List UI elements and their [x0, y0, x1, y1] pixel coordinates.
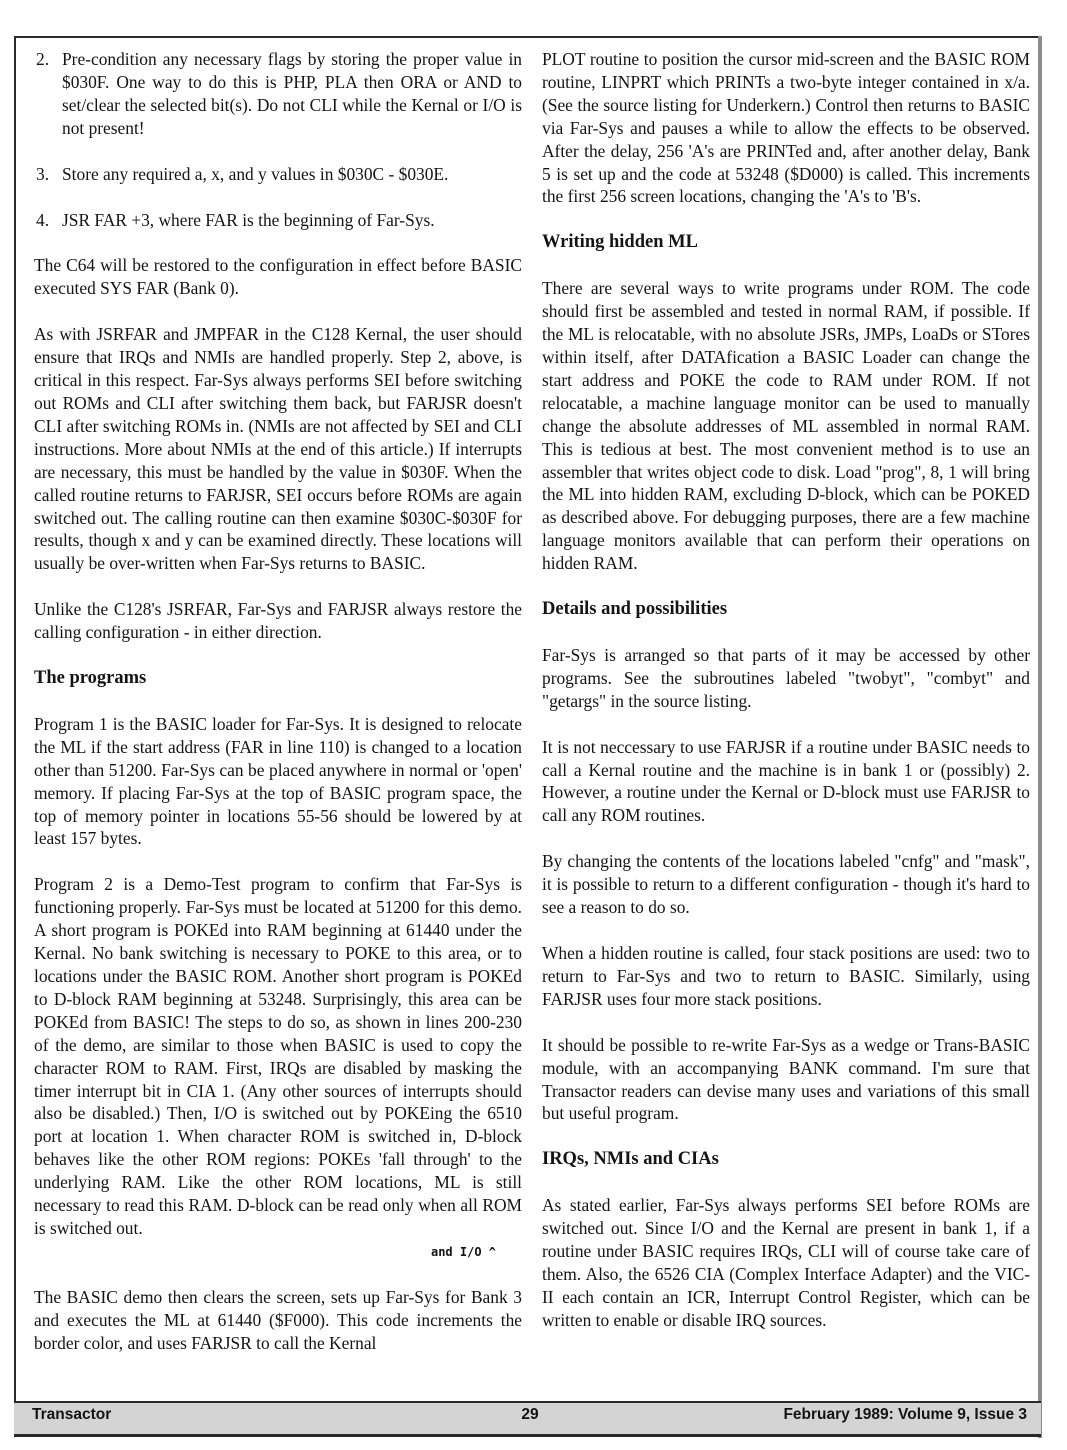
- paragraph: There are several ways to write programs under ROM. The code should first be assembled and tested in normal RAM, if possible. If the ML is relocatable, with no absolute JSRs, JMPs, LoaDs or STores within itself, after DATAfication a BASIC Loader can change the start address and POKE the code to RAM under ROM. If not relocatable, a machine language monitor can be used to manually change the absolute addresses of ML assembled in normal RAM. This is tedious at best. The most convenient method is to use an assembler that writes object code to disk. Load "prog", 8, 1 will bring the ML into hidden RAM, excluding D-block, which can be POKED as described above. For debugging purposes, there are a few machine language monitors available that can perform their operations on hidden RAM.: [542, 278, 1030, 574]
- footer-issue: February 1989: Volume 9, Issue 3: [783, 1406, 1027, 1423]
- left-column: [34, 48, 522, 1355]
- page-number: 29: [521, 1406, 539, 1423]
- list-number: 2.: [36, 49, 50, 69]
- footer-publication: Transactor: [32, 1406, 112, 1423]
- handwritten-correction: and I/O ^: [430, 1244, 496, 1259]
- paragraph: PLOT routine to position the cursor mid-screen and the BASIC ROM routine, LINPRT which PRINTs a two-byte integer contained in x/a. (See the source listing for Underkern.) Control then returns to BASIC via Far-Sys and pauses a while to allow the effects to be observed. After the delay, 256 'A's are PRINTed and, after another delay, Bank 5 is set up and the code at 53248 ($D000) is called. This increments the first 256 screen locations, changing the 'A's to 'B's.: [542, 49, 1030, 207]
- list-text: JSR FAR +3, where FAR is the beginning of Far-Sys.: [62, 209, 435, 230]
- page-frame-right-edge: [1038, 36, 1042, 1438]
- list-item: [34, 48, 522, 140]
- paragraph: Program 2 is a Demo-Test program to confirm that Far-Sys is functioning properly. Far-Sys must be located at 51200 for this demo. A short program is POKEd into RAM beginning at 61440 under the Kernal. No bank switching is necessary to POKE to this area, or to locations under the BASIC ROM. Another short program is POKEd to D-block RAM beginning at 53248. Surprisingly, this area can be POKEd from BASIC! The steps to do so, as shown in lines 200-230 of the demo, are similar to those when BASIC is used to copy the character ROM to RAM. First, IRQs are disabled by masking the timer interrupt bit in CIA 1. (Any other sources of interrupts should also be disabled.) Then, I/O is switched out by POKEing the 6510 port at location 1. When character ROM is switched in, D-block behaves like the other ROM regions: POKEs 'fall through' to the underlying RAM. Like the other ROM locations, ML is still necessary to read this RAM. D-block can be read only when all ROM is switched out.: [34, 874, 522, 1238]
- paragraph: As with JSRFAR and JMPFAR in the C128 Kernal, the user should ensure that IRQs and NMIs are handled properly. Step 2, above, is critical in this respect. Far-Sys always performs SEI before switching out ROMs and CLI after switching them back, but FARJSR doesn't CLI after switching ROMs in. (NMIs are not affected by SEI and CLI instructions. More about NMIs at the end of this article.) If interrupts are necessary, this must be handled by the value in $030F. When the called routine returns to FARJSR, SEI occurs before ROMs are again switched out. The calling routine can then examine $030C-$030F for results, though x and y can be examined directly. These locations will usually be over-written when Far-Sys returns to BASIC.: [34, 324, 522, 574]
- list-number: 4.: [36, 209, 50, 230]
- list-number: 3.: [36, 163, 50, 184]
- section-heading: Details and possibilities: [542, 599, 728, 620]
- paragraph: Program 1 is the BASIC loader for Far-Sys. It is designed to relocate the ML if the start address (FAR in line 110) is changed to a location other than 51200. Far-Sys can be placed anywhere in normal or 'open' memory. If placing Far-Sys at the top of BASIC program space, the top of memory pointer in locations 55-56 should be lowered by at least 157 bytes.: [34, 713, 522, 849]
- list-text: Pre-condition any necessary flags by storing the proper value in $030F. One way to do this is PHP, PLA then ORA or AND to set/clear the selected bit(s). Do not CLI while the Kernal or I/O is not present!: [62, 49, 522, 138]
- section-heading: IRQs, NMIs and CIAs: [542, 1149, 719, 1170]
- section-heading: Writing hidden ML: [542, 232, 698, 253]
- section-heading: The programs: [34, 668, 147, 689]
- list-item: [34, 163, 522, 186]
- paragraph: It is not neccessary to use FARJSR if a routine under BASIC needs to call a Kernal routine and the machine is in bank 1 or (possibly) 2. However, a routine under the Kernal or D-block must use FARJSR to call any ROM routines.: [542, 736, 1030, 826]
- right-column: [542, 48, 1030, 1332]
- paragraph: By changing the contents of the locations labeled "cnfg" and "mask", it is possible to return to a different configuration - though it's hard to see a reason to do so.: [542, 851, 1030, 918]
- list-text: Store any required a, x, and y values in $030C - $030E.: [62, 163, 449, 184]
- list-item: [34, 209, 522, 232]
- paragraph: The C64 will be restored to the configuration in effect before BASIC executed SYS FAR (Bank 0).: [34, 255, 522, 299]
- paragraph: As stated earlier, Far-Sys always performs SEI before ROMs are switched out. Since I/O and the Kernal are present in bank 1, if a routine under BASIC requires IRQs, CLI will of course take care of them. Also, the 6526 CIA (Complex Interface Adapter) and the VIC-II each contain an ICR, Interrupt Control Register, which can be written to enable or disable IRQ sources.: [542, 1195, 1030, 1330]
- paragraph: When a hidden routine is called, four stack positions are used: two to return to Far-Sys and two to return to BASIC. Similarly, using FARJSR uses four more stack positions.: [542, 943, 1030, 1009]
- paragraph: It should be possible to re-write Far-Sys as a wedge or Trans-BASIC module, with an accompanying BANK command. I'm sure that Transactor readers can devise many uses and variations of this small but useful program.: [542, 1034, 1030, 1124]
- paragraph: Far-Sys is arranged so that parts of it may be accessed by other programs. See the subroutines labeled "twobyt", "combyt" and "getargs" in the source listing.: [542, 644, 1030, 711]
- paragraph: The BASIC demo then clears the screen, sets up Far-Sys for Bank 3 and executes the ML at 61440 ($F000). This code increments the border color, and uses FARJSR to call the Kernal: [34, 1286, 522, 1353]
- paragraph: Unlike the C128's JSRFAR, Far-Sys and FARJSR always restore the calling configuration - in either direction.: [34, 599, 522, 643]
